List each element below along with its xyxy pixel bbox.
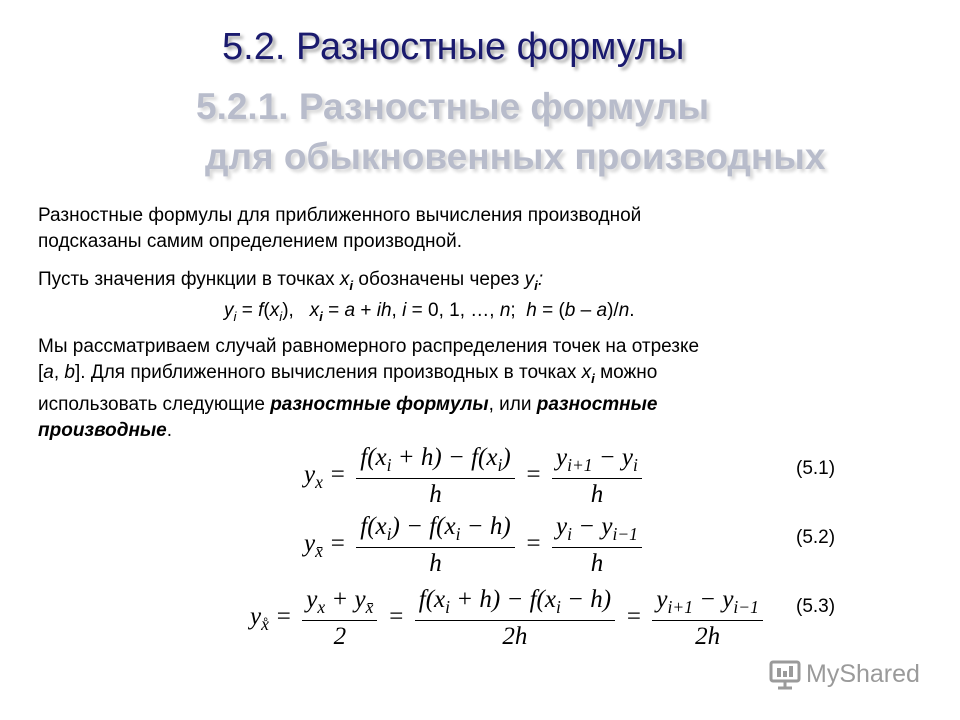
equation-number-5-1: (5.1) [796,458,836,479]
intro-line-1: Разностные формулы для приближенного вычисления производной [38,205,642,226]
formula-backward-difference: $y_{x̄}$ = $\frac{f(x_i) - f(x_i - h)}{h}$ = $\frac{y_i - y_{i-1}}{h}$ [304,513,646,578]
definition-sentence: Пусть значения функции в точках $x_i$ обозначены через $y_i$: [38,269,544,293]
formula-forward-difference: $y_x$ = $\frac{f(x_i + h) - f(x_i)}{h}$ = $\frac{y_{i+1} - y_i}{h}$ [304,444,646,509]
section-title-line1: 5.2.1. Разностные формулы [196,86,710,127]
section-title-line2: для обыкновенных производных [205,136,826,177]
intro-line-2: подсказаны самим определением производной. [38,231,462,252]
equation-number-5-2: (5.2) [796,527,836,548]
grid-definition: $y_i = f(x_i)$, $x_i = a$ + ih, i = 0, 1, …, n; h = (b – a)/n. [224,300,635,324]
presentation-board-icon [768,658,802,690]
watermark-text: MyShared [806,659,920,688]
equation-number-5-3: (5.3) [796,596,836,617]
slide-title: 5.2. Разностные формулы [222,26,685,68]
formula-central-difference: $y_{x̊}$ = $\frac{y_x + y_{x̄}}{2}$ = $\frac{f(x_i + h) - f(x_i - h)}{2h}$ = $\frac{y_{i+1} - y_{i-1}}{2h}$ [250,586,767,651]
description-paragraph: Мы рассматриваем случай равномерного распределения точек на отрезке [a, b]. Для приближенного вычисления производных в точках $x_i$ можно использовать следующие разностные формулы, или разностные производные. [38,336,700,441]
watermark-logo [768,658,920,690]
intro-paragraph [38,203,641,255]
